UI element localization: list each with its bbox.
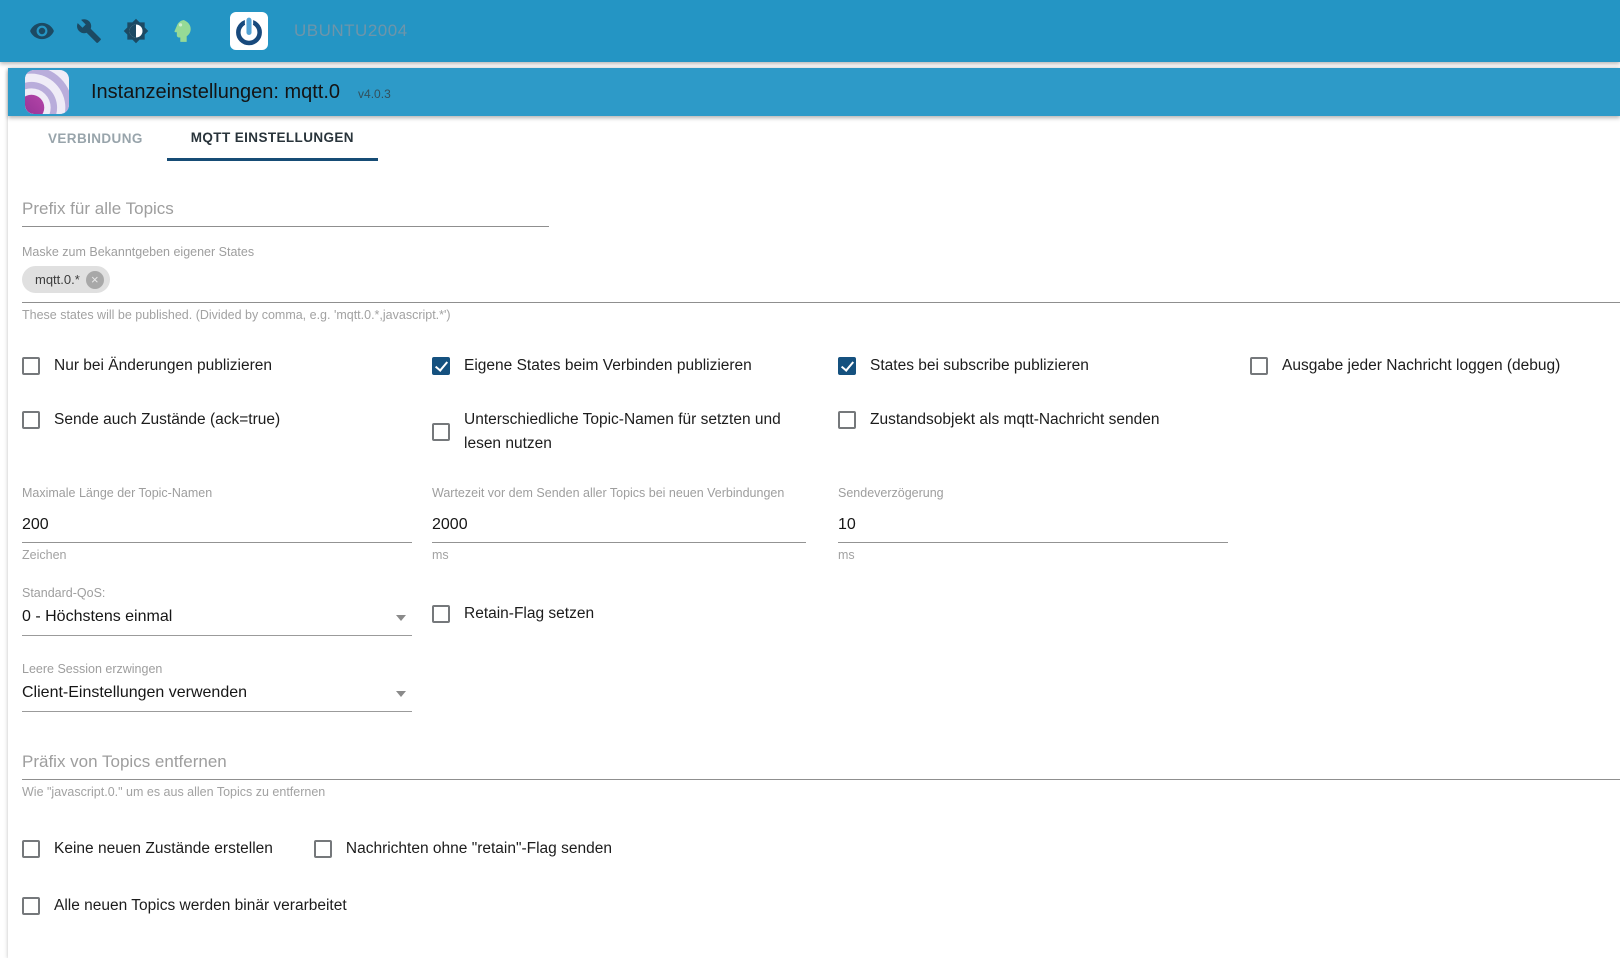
remove-prefix-input[interactable]	[22, 750, 1620, 780]
settings-tabs	[8, 116, 1620, 161]
default-qos-value: 0 - Höchstens einmal	[22, 608, 173, 626]
send-wait-field	[432, 486, 838, 562]
checkbox-row-2	[22, 408, 1620, 456]
checkbox-retain-flag[interactable]: Retain-Flag setzen	[432, 602, 1620, 626]
page-title: Instanzeinstellungen: mqtt.0	[91, 80, 341, 103]
prefix-all-topics-input[interactable]	[22, 197, 549, 227]
publish-mask-label: Maske zum Bekanntgeben eigener States	[22, 245, 255, 259]
checkbox-different-topic-names[interactable]: Unterschiedliche Topic-Namen für setzten und lesen nutzen	[432, 408, 838, 456]
checkbox-box[interactable]	[314, 840, 332, 858]
app-toolbar	[0, 0, 1620, 62]
instance-settings-dialog	[8, 68, 1620, 958]
visibility-icon[interactable]	[28, 18, 55, 45]
checkbox-box[interactable]	[22, 411, 40, 429]
checkbox-send-ack[interactable]: Sende auch Zustände (ack=true)	[22, 408, 432, 432]
clean-session-select[interactable]	[22, 678, 412, 712]
expert-mode-icon[interactable]	[169, 18, 196, 45]
wrench-icon[interactable]	[75, 18, 102, 45]
dialog-titlebar	[8, 68, 1620, 116]
checkbox-row-3	[22, 837, 1620, 861]
checkbox-box[interactable]	[1250, 357, 1268, 375]
max-topic-length-label: Maximale Länge der Topic-Namen	[22, 486, 213, 501]
remove-prefix-field	[22, 750, 1620, 799]
mask-chip-label: mqtt.0.*	[35, 272, 80, 287]
checkbox-box[interactable]	[432, 357, 450, 375]
default-qos-field	[22, 586, 432, 636]
send-delay-input[interactable]	[838, 514, 1228, 543]
chevron-down-icon	[396, 691, 406, 697]
checkbox-box[interactable]	[22, 840, 40, 858]
send-wait-label: Wartezeit vor dem Senden aller Topics bei neuen Verbindungen	[432, 486, 785, 501]
iobroker-logo[interactable]	[230, 12, 268, 50]
send-delay-field	[838, 486, 1250, 562]
brightness-icon[interactable]	[122, 18, 149, 45]
default-qos-select[interactable]	[22, 602, 412, 636]
numeric-fields-row	[22, 486, 1620, 562]
send-delay-label: Sendeverzögerung	[838, 486, 944, 501]
clean-session-field	[22, 662, 1620, 712]
checkbox-box[interactable]	[22, 897, 40, 915]
qos-row	[22, 586, 1620, 636]
tab-mqtt-einstellungen[interactable]: MQTT EINSTELLUNGEN	[167, 116, 378, 161]
checkbox-box[interactable]	[432, 423, 450, 441]
checkbox-debug-log[interactable]: Ausgabe jeder Nachricht loggen (debug)	[1250, 354, 1620, 378]
send-delay-unit: ms	[838, 548, 855, 563]
checkbox-subscribe-publish[interactable]: States bei subscribe publizieren	[838, 354, 1250, 378]
chevron-down-icon	[396, 615, 406, 621]
max-topic-length-field	[22, 486, 432, 562]
checkbox-row-1	[22, 354, 1620, 378]
adapter-version: v4.0.3	[358, 87, 391, 101]
checkbox-box[interactable]	[432, 605, 450, 623]
publish-mask-help: These states will be published. (Divided by comma, e.g. 'mqtt.0.*,javascript.*')	[22, 308, 451, 322]
send-wait-input[interactable]	[432, 514, 806, 543]
max-topic-length-input[interactable]	[22, 514, 412, 543]
checkbox-state-object-as-message[interactable]: Zustandsobjekt als mqtt-Nachricht senden	[838, 408, 1250, 432]
clean-session-label: Leere Session erzwingen	[22, 662, 163, 677]
send-wait-unit: ms	[432, 548, 449, 563]
checkbox-box[interactable]	[838, 411, 856, 429]
checkbox-only-changes[interactable]: Nur bei Änderungen publizieren	[22, 354, 432, 378]
default-qos-label: Standard-QoS:	[22, 586, 106, 601]
publish-mask-field	[22, 245, 1620, 322]
publish-mask-chip-row[interactable]	[22, 259, 1620, 303]
max-topic-length-unit: Zeichen	[22, 548, 67, 563]
chip-delete-icon[interactable]: ×	[86, 271, 104, 289]
clean-session-value: Client-Einstellungen verwenden	[22, 684, 248, 702]
tab-verbindung[interactable]: VERBINDUNG	[24, 116, 167, 161]
checkbox-box[interactable]	[22, 357, 40, 375]
remove-prefix-help: Wie "javascript.0." um es aus allen Topics zu entfernen	[22, 785, 326, 800]
checkbox-own-states[interactable]: Eigene States beim Verbinden publizieren	[432, 354, 838, 378]
mask-chip	[22, 266, 110, 293]
hostname-label: UBUNTU2004	[294, 21, 408, 40]
checkbox-box[interactable]	[838, 357, 856, 375]
checkbox-row-4	[22, 894, 1620, 918]
mqtt-settings-form	[8, 161, 1620, 958]
mqtt-adapter-logo	[25, 70, 69, 114]
checkbox-no-new-states[interactable]: Keine neuen Zustände erstellen	[22, 837, 273, 861]
checkbox-no-retain-flag[interactable]: Nachrichten ohne "retain"-Flag senden	[314, 837, 612, 861]
checkbox-binary-topics[interactable]: Alle neuen Topics werden binär verarbeitet	[22, 894, 1620, 918]
